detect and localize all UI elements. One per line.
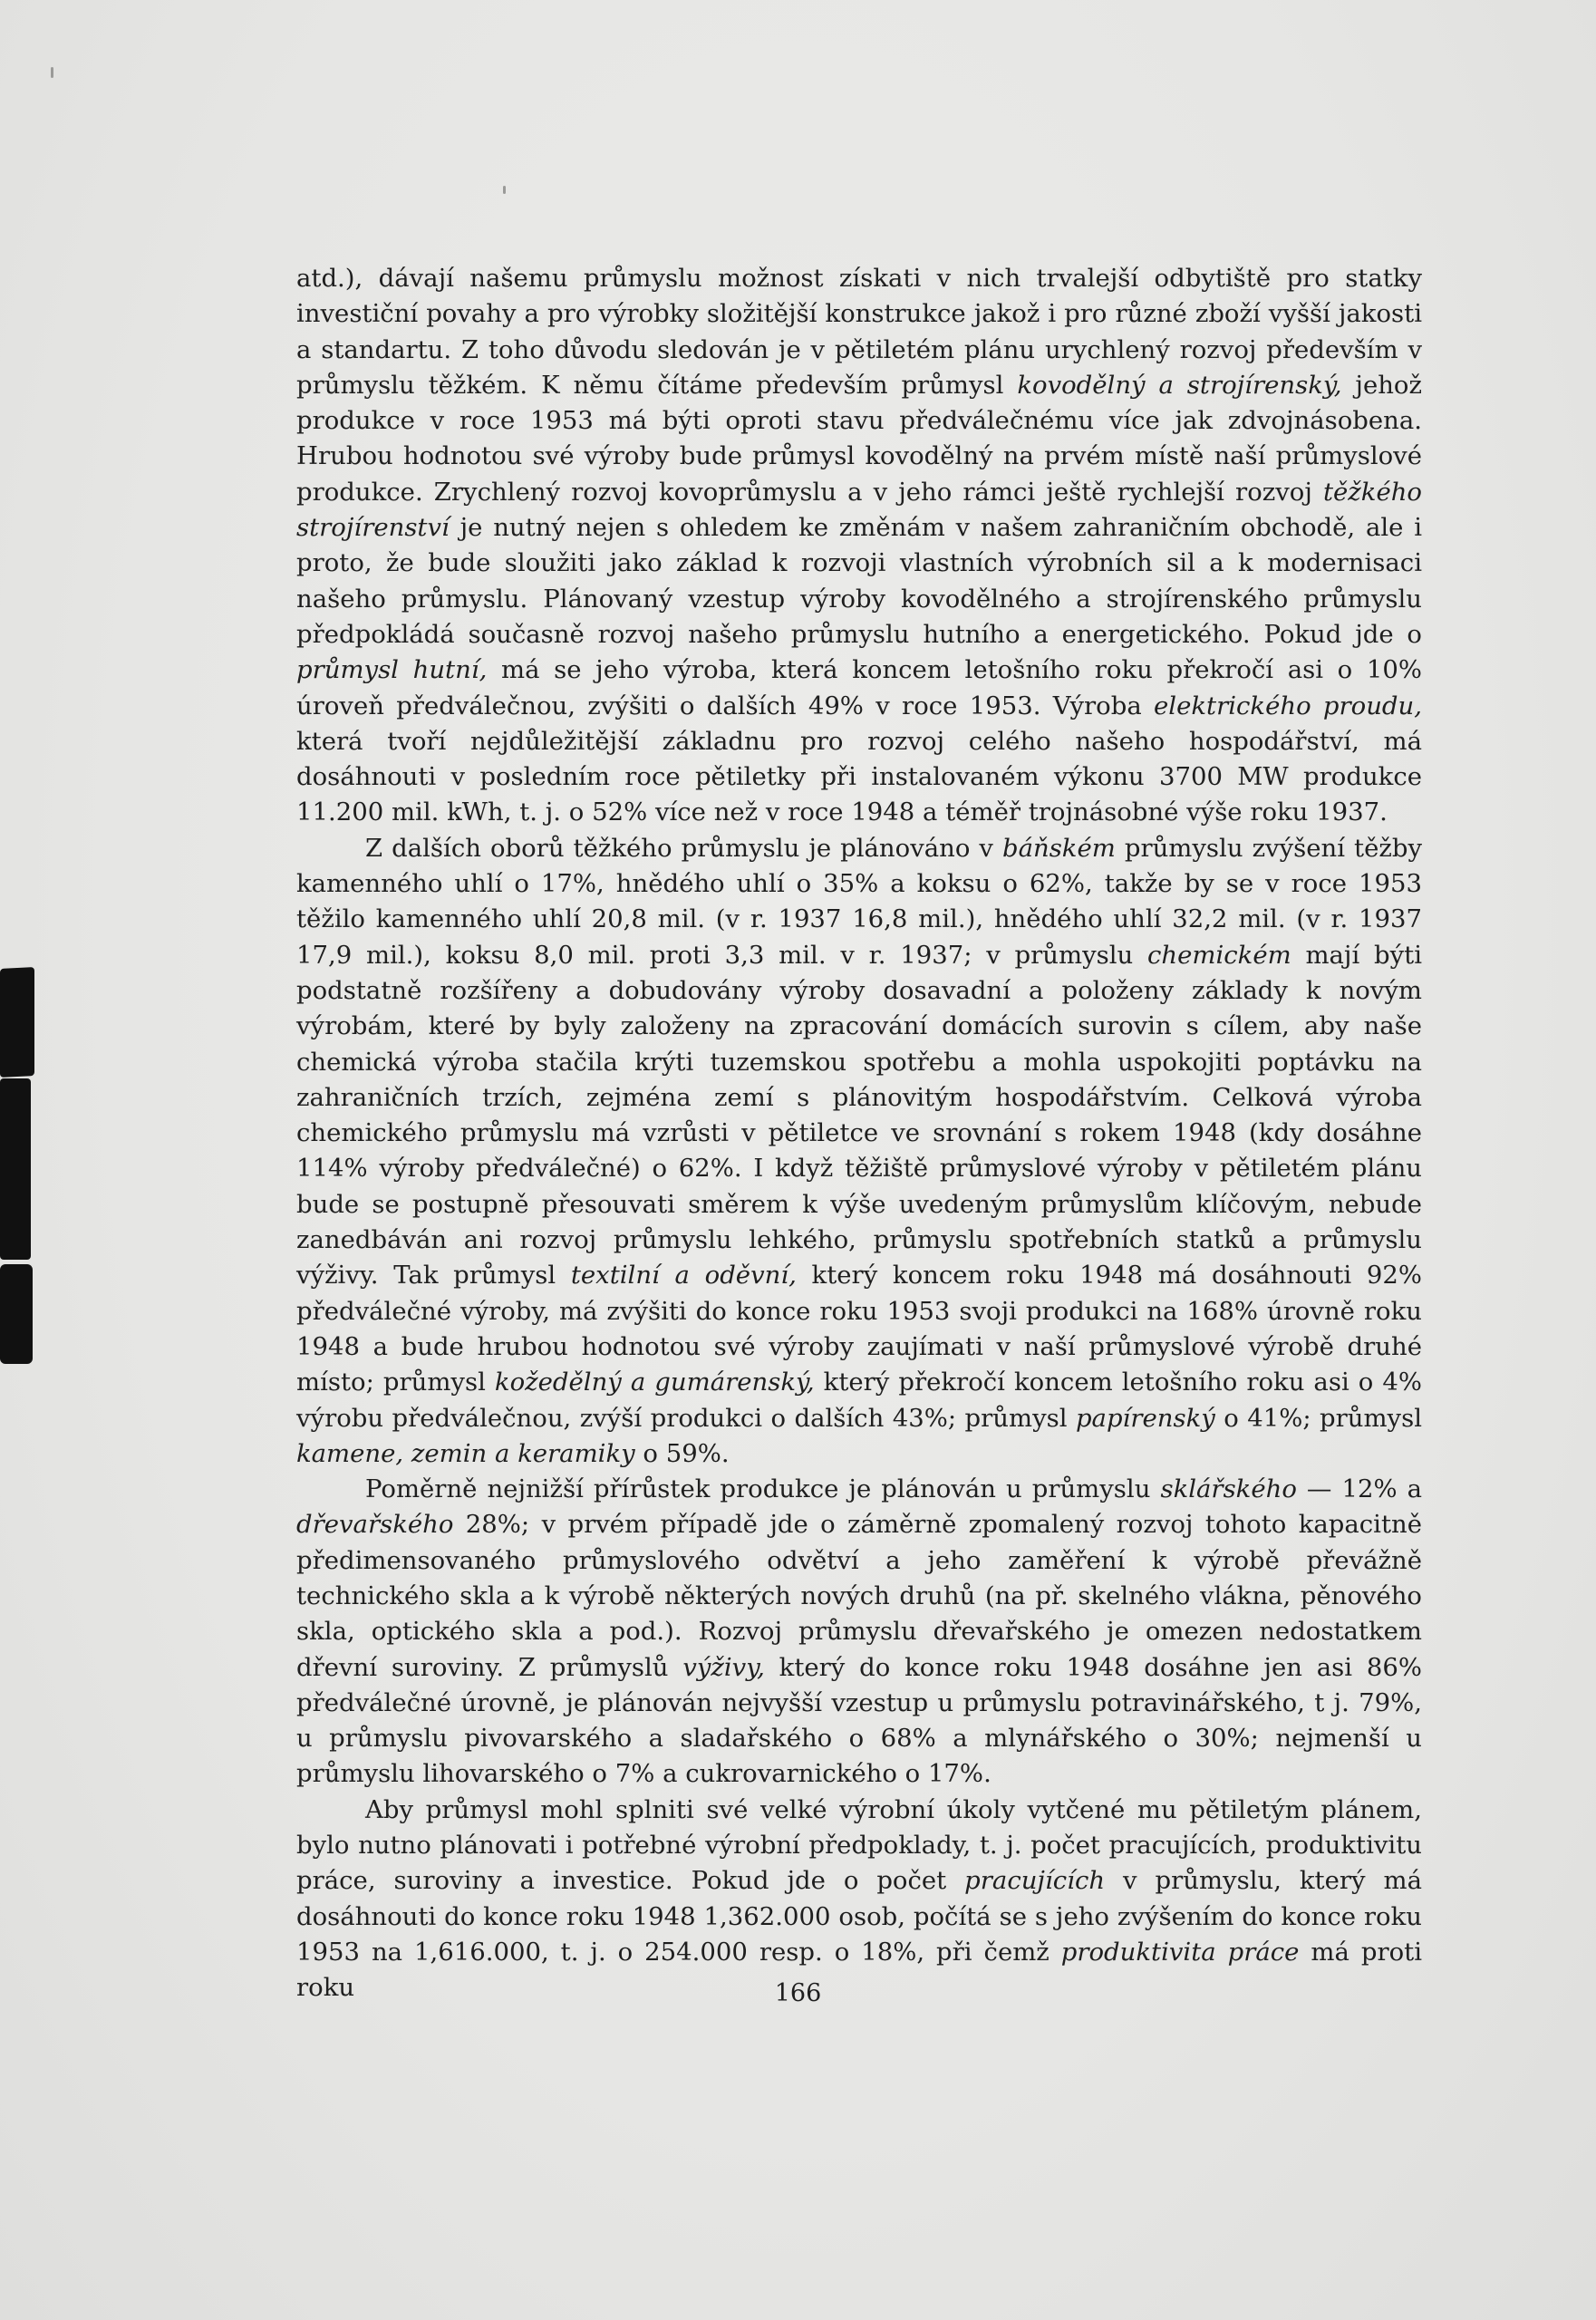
text-run: o 59%. — [634, 1438, 730, 1468]
text-run: jehož produkce v roce 1953 má býti oproti stavu předválečnému více jak zdvojnásobena. Hrubou hodnotou své výroby bude průmysl kovodělný na prvém místě naší průmyslové produkce. Zrychlený rozvoj kovoprůmyslu a v jeho rámci ještě rychlejší rozvoj — [296, 370, 1422, 507]
text-run: je nutný nejen s ohledem ke změnám v našem zahraničním obchodě, ale i proto, že bude sloužiti jako základ k rozvoji vlastních výrobních sil a k modernisaci našeho průmyslu. Plánovaný vzestup výroby kovodělného a strojírenského průmyslu předpokládá současně rozvoj našeho průmyslu hutního a energetického. Pokud jde o — [296, 513, 1422, 649]
text-run: Z dalších oborů těžkého průmyslu je plánováno v — [365, 833, 1002, 863]
italic-text: sklářského — [1160, 1474, 1297, 1504]
italic-text: chemickém — [1147, 940, 1291, 970]
paragraph — [296, 261, 1422, 831]
text-run: má proti roku — [296, 1937, 1422, 2003]
text-run: který koncem roku 1948 má dosáhnouti 92% předválečné výroby, má zvýšiti do konce roku 1953 svoji produkci na 168% úrovně roku 1948 a bude hrubou hodnotou své výroby zaujímati v naší průmyslové výrobě druhé místo; průmysl — [296, 1261, 1422, 1397]
text-run: který překročí koncem letošního roku asi o 4% výrobu předválečnou, zvýší produkci o dalších 43%; průmysl — [296, 1368, 1422, 1433]
text-run: mají býti podstatně rozšířeny a dobudovány výroby dosavadní a položeny základy k novým výrobám, které by byly založeny na zpracování domácích surovin s cílem, aby naše chemická výroba stačila krýti tuzemskou spotřebu a mohla uspokojiti poptávku na zahraničních trzích, zejména zemí s plánovitým hospodářstvím. Celková výroba chemického průmyslu má vzrůsti v pětiletce ve srovnání s rokem 1948 (kdy dosáhne 114% výroby předválečné) o 62%. I když těžiště průmyslové výroby v pětiletém plánu bude se postupně přesouvati směrem k výše uvedeným průmyslům klíčovým, nebude zanedbáván ani rozvoj průmyslu lehkého, průmyslu spotřebních statků a průmyslu výživy. Tak průmysl — [296, 940, 1423, 1290]
italic-text: báňském — [1001, 833, 1116, 863]
italic-text: těžkého strojírenství — [296, 477, 1422, 543]
text-run: 28%; v prvém případě jde o záměrně zpomalený rozvoj tohoto kapacitně předimensovaného průmyslového odvětví a jeho zaměření k výrobě převážně technického skla a k výrobě některých nových druhů (na př. skelného vlákna, pěnového skla, optického skla a pod.). Rozvoj průmyslu dřevařského je omezen nedostatkem dřevní suroviny. Z průmyslů — [296, 1510, 1422, 1682]
binding-mark — [0, 1264, 33, 1364]
body-text — [296, 261, 1422, 2006]
text-run: Poměrně nejnižší přírůstek produkce je plánován u průmyslu — [365, 1474, 1161, 1504]
text-run: má se jeho výroba, která koncem letošního roku překročí asi o 10% úroveň předválečnou, zvýšiti o dalších 49% v roce 1953. Výroba — [296, 655, 1422, 720]
paper-speck — [503, 186, 506, 194]
paragraph — [296, 831, 1422, 1472]
italic-text: pracujících — [964, 1866, 1106, 1896]
text-run: atd.), dávají našemu průmyslu možnost získati v nich trvalejší odbytiště pro statky investiční povahy a pro výrobky složitější konstrukce jakož i pro různé zboží vyšší jakosti a standartu. Z toho důvodu sledován je v pětiletém plánu urychlený rozvoj především v průmyslu těžkém. K němu čítáme především průmysl — [296, 264, 1422, 400]
paragraph — [296, 1793, 1422, 2006]
italic-text: produktivita práce — [1060, 1937, 1300, 1967]
text-run: Aby průmysl mohl splniti své velké výrobní úkoly vytčené mu pětiletým plánem, bylo nutno plánovati i potřebné výrobní předpoklady, t. j. počet pracujících, produktivitu práce, suroviny a investice. Pokud jde o počet — [296, 1794, 1422, 1896]
italic-text: kovodělný a strojírenský, — [1017, 370, 1342, 400]
italic-text: kamene, zemin a keramiky — [296, 1438, 635, 1468]
italic-text: dřevařského — [296, 1510, 454, 1540]
italic-text: kožedělný a gumárenský, — [494, 1368, 815, 1397]
paper-speck — [51, 67, 53, 78]
italic-text: průmysl hutní, — [296, 655, 488, 685]
italic-text: textilní a oděvní, — [570, 1261, 797, 1290]
italic-text: papírenský — [1075, 1403, 1215, 1433]
binding-mark — [0, 967, 34, 1078]
text-run: — 12% a — [1296, 1474, 1422, 1504]
text-run: v průmyslu, který má dosáhnouti do konce roku 1948 1,362.000 osob, počítá se s jeho zvýšením do konce roku 1953 na 1,616.000, t. j. o 254.000 resp. o 18%, při čemž — [296, 1866, 1422, 1967]
italic-text: výživy, — [682, 1652, 765, 1682]
text-run: průmyslu zvýšení těžby kamenného uhlí o 17%, hnědého uhlí o 35% a koksu o 62%, takže by se v roce 1953 těžilo kamenného uhlí 20,8 mil. (v r. 1937 16,8 mil.), hnědého uhlí 32,2 mil. (v r. 1937 17,9 mil.), koksu 8,0 mil. proti 3,3 mil. v r. 1937; v průmyslu — [296, 833, 1422, 970]
page-number: 166 — [774, 1979, 822, 2007]
text-run: o 41%; průmysl — [1214, 1403, 1423, 1433]
text-run: který do konce roku 1948 dosáhne jen asi 86% předválečné úrovně, je plánován nejvyšší vzestup u průmyslu potravinářského, t j. 79%, u průmyslu pivovarského a sladařského o 68% a mlynářského o 30%; nejmenší u průmyslu lihovarského o 7% a cukrovarnického o 17%. — [296, 1652, 1422, 1789]
binding-mark — [0, 1078, 31, 1260]
paragraph — [296, 1472, 1422, 1793]
italic-text: elektrického proudu, — [1154, 691, 1422, 720]
text-run: která tvoří nejdůležitější základnu pro rozvoj celého našeho hospodářství, má dosáhnouti v posledním roce pětiletky při instalovaném výkonu 3700 MW produkce 11.200 mil. kWh, t. j. o 52% více než v roce 1948 a téměř trojnásobné výše roku 1937. — [296, 726, 1422, 827]
